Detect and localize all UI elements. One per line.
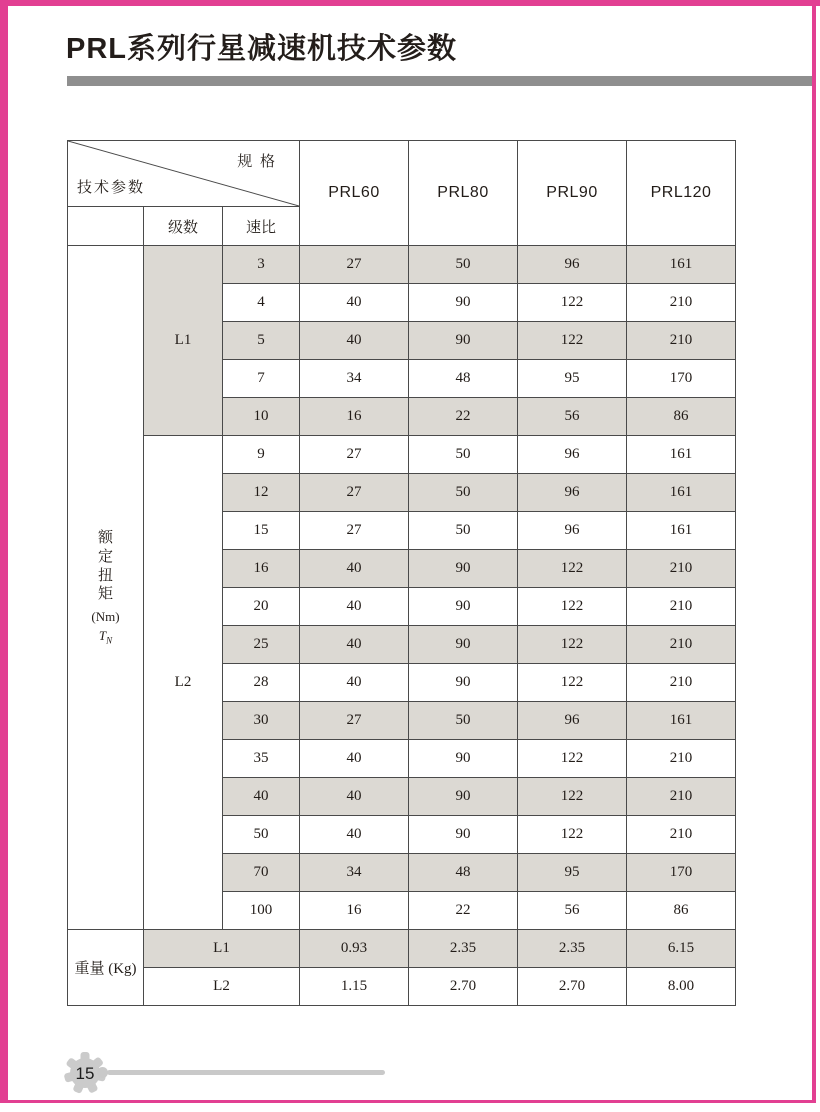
col-header-prl60: PRL60 — [300, 141, 409, 246]
value-cell: 161 — [627, 246, 736, 284]
value-cell: 40 — [300, 322, 409, 360]
value-cell: 210 — [627, 284, 736, 322]
ratio-cell: 28 — [223, 664, 300, 702]
value-cell: 40 — [300, 550, 409, 588]
ratio-cell: 10 — [223, 398, 300, 436]
value-cell: 122 — [518, 816, 627, 854]
value-cell: 40 — [300, 284, 409, 322]
torque-vertical-label: 额 定 扭 矩 (Nm) $T_N$ — [91, 530, 120, 646]
value-cell: 95 — [518, 360, 627, 398]
ratio-cell: 35 — [223, 740, 300, 778]
value-cell: 40 — [300, 588, 409, 626]
value-cell: 122 — [518, 322, 627, 360]
value-cell: 50 — [409, 512, 518, 550]
table-row — [68, 436, 736, 474]
value-cell: 170 — [627, 360, 736, 398]
value-cell: 86 — [627, 398, 736, 436]
ratio-cell: 50 — [223, 816, 300, 854]
weight-value-cell: 1.15 — [300, 968, 409, 1006]
page-border-left — [0, 0, 8, 1103]
value-cell: 96 — [518, 474, 627, 512]
value-cell: 16 — [300, 398, 409, 436]
weight-value-cell: 2.35 — [518, 930, 627, 968]
subheader-ratio: 速比 — [223, 207, 300, 246]
value-cell: 22 — [409, 892, 518, 930]
value-cell: 50 — [409, 474, 518, 512]
value-cell: 122 — [518, 740, 627, 778]
page-border-top — [0, 0, 820, 6]
value-cell: 161 — [627, 512, 736, 550]
ratio-cell: 3 — [223, 246, 300, 284]
value-cell: 96 — [518, 246, 627, 284]
value-cell: 95 — [518, 854, 627, 892]
value-cell: 16 — [300, 892, 409, 930]
value-cell: 96 — [518, 702, 627, 740]
value-cell: 210 — [627, 778, 736, 816]
ratio-cell: 70 — [223, 854, 300, 892]
value-cell: 90 — [409, 664, 518, 702]
value-cell: 27 — [300, 246, 409, 284]
corner-label-params: 技术参数 — [77, 180, 146, 196]
value-cell: 34 — [300, 854, 409, 892]
value-cell: 210 — [627, 740, 736, 778]
value-cell: 210 — [627, 588, 736, 626]
col-header-prl90: PRL90 — [518, 141, 627, 246]
value-cell: 27 — [300, 512, 409, 550]
value-cell: 27 — [300, 436, 409, 474]
value-cell: 210 — [627, 664, 736, 702]
corner-label-spec: 规 格 — [237, 154, 278, 170]
weight-value-cell: 0.93 — [300, 930, 409, 968]
value-cell: 50 — [409, 436, 518, 474]
value-cell: 90 — [409, 284, 518, 322]
value-cell: 122 — [518, 664, 627, 702]
value-cell: 161 — [627, 702, 736, 740]
value-cell: 48 — [409, 854, 518, 892]
value-cell: 50 — [409, 702, 518, 740]
value-cell: 27 — [300, 702, 409, 740]
weight-stage-cell-l1: L1 — [144, 930, 300, 968]
ratio-cell: 100 — [223, 892, 300, 930]
value-cell: 122 — [518, 778, 627, 816]
value-cell: 56 — [518, 892, 627, 930]
ratio-cell: 5 — [223, 322, 300, 360]
ratio-cell: 30 — [223, 702, 300, 740]
value-cell: 48 — [409, 360, 518, 398]
ratio-cell: 20 — [223, 588, 300, 626]
value-cell: 90 — [409, 626, 518, 664]
value-cell: 90 — [409, 816, 518, 854]
page-title: PRL系列行星减速机技术参数 — [66, 33, 458, 65]
value-cell: 40 — [300, 778, 409, 816]
col-header-prl80: PRL80 — [409, 141, 518, 246]
spec-table — [67, 140, 736, 1006]
value-cell: 210 — [627, 322, 736, 360]
torque-unit: (Nm) — [91, 609, 120, 625]
value-cell: 170 — [627, 854, 736, 892]
value-cell: 96 — [518, 512, 627, 550]
stage-cell-l1: L1 — [144, 246, 223, 436]
ratio-cell: 12 — [223, 474, 300, 512]
weight-row — [68, 930, 736, 968]
spec-table-body — [68, 246, 736, 1006]
value-cell: 86 — [627, 892, 736, 930]
weight-value-cell: 2.70 — [518, 968, 627, 1006]
ratio-cell: 7 — [223, 360, 300, 398]
weight-row — [68, 968, 736, 1006]
value-cell: 50 — [409, 246, 518, 284]
weight-stage-cell-l2: L2 — [144, 968, 300, 1006]
value-cell: 34 — [300, 360, 409, 398]
value-cell: 40 — [300, 664, 409, 702]
stage-cell-l2: L2 — [144, 436, 223, 930]
weight-value-cell: 8.00 — [627, 968, 736, 1006]
value-cell: 40 — [300, 626, 409, 664]
ratio-cell: 16 — [223, 550, 300, 588]
value-cell: 161 — [627, 474, 736, 512]
value-cell: 90 — [409, 322, 518, 360]
value-cell: 40 — [300, 740, 409, 778]
weight-value-cell: 6.15 — [627, 930, 736, 968]
value-cell: 122 — [518, 284, 627, 322]
weight-label-cell: 重量 (Kg) — [68, 930, 144, 1006]
value-cell: 22 — [409, 398, 518, 436]
ratio-cell: 25 — [223, 626, 300, 664]
value-cell: 56 — [518, 398, 627, 436]
value-cell: 161 — [627, 436, 736, 474]
value-cell: 210 — [627, 550, 736, 588]
ratio-cell: 15 — [223, 512, 300, 550]
value-cell: 210 — [627, 626, 736, 664]
page-number: 15 — [75, 1064, 95, 1083]
torque-symbol: $T_N$ — [98, 628, 113, 646]
empty-header-cell — [68, 207, 144, 246]
ratio-cell: 4 — [223, 284, 300, 322]
footer-rule-line — [107, 1070, 385, 1075]
title-underline-bar — [67, 76, 812, 86]
value-cell: 122 — [518, 626, 627, 664]
weight-value-cell: 2.35 — [409, 930, 518, 968]
value-cell: 90 — [409, 740, 518, 778]
torque-label-cell — [68, 246, 144, 930]
value-cell: 122 — [518, 588, 627, 626]
ratio-cell: 9 — [223, 436, 300, 474]
value-cell: 90 — [409, 588, 518, 626]
value-cell: 90 — [409, 778, 518, 816]
ratio-cell: 40 — [223, 778, 300, 816]
corner-header-cell — [68, 141, 300, 207]
value-cell: 122 — [518, 550, 627, 588]
subheader-stage: 级数 — [144, 207, 223, 246]
page-border-bottom — [0, 1100, 816, 1103]
weight-value-cell: 2.70 — [409, 968, 518, 1006]
value-cell: 96 — [518, 436, 627, 474]
table-row — [68, 246, 736, 284]
value-cell: 90 — [409, 550, 518, 588]
col-header-prl120: PRL120 — [627, 141, 736, 246]
page-border-right — [812, 0, 816, 1103]
value-cell: 210 — [627, 816, 736, 854]
value-cell: 27 — [300, 474, 409, 512]
value-cell: 40 — [300, 816, 409, 854]
